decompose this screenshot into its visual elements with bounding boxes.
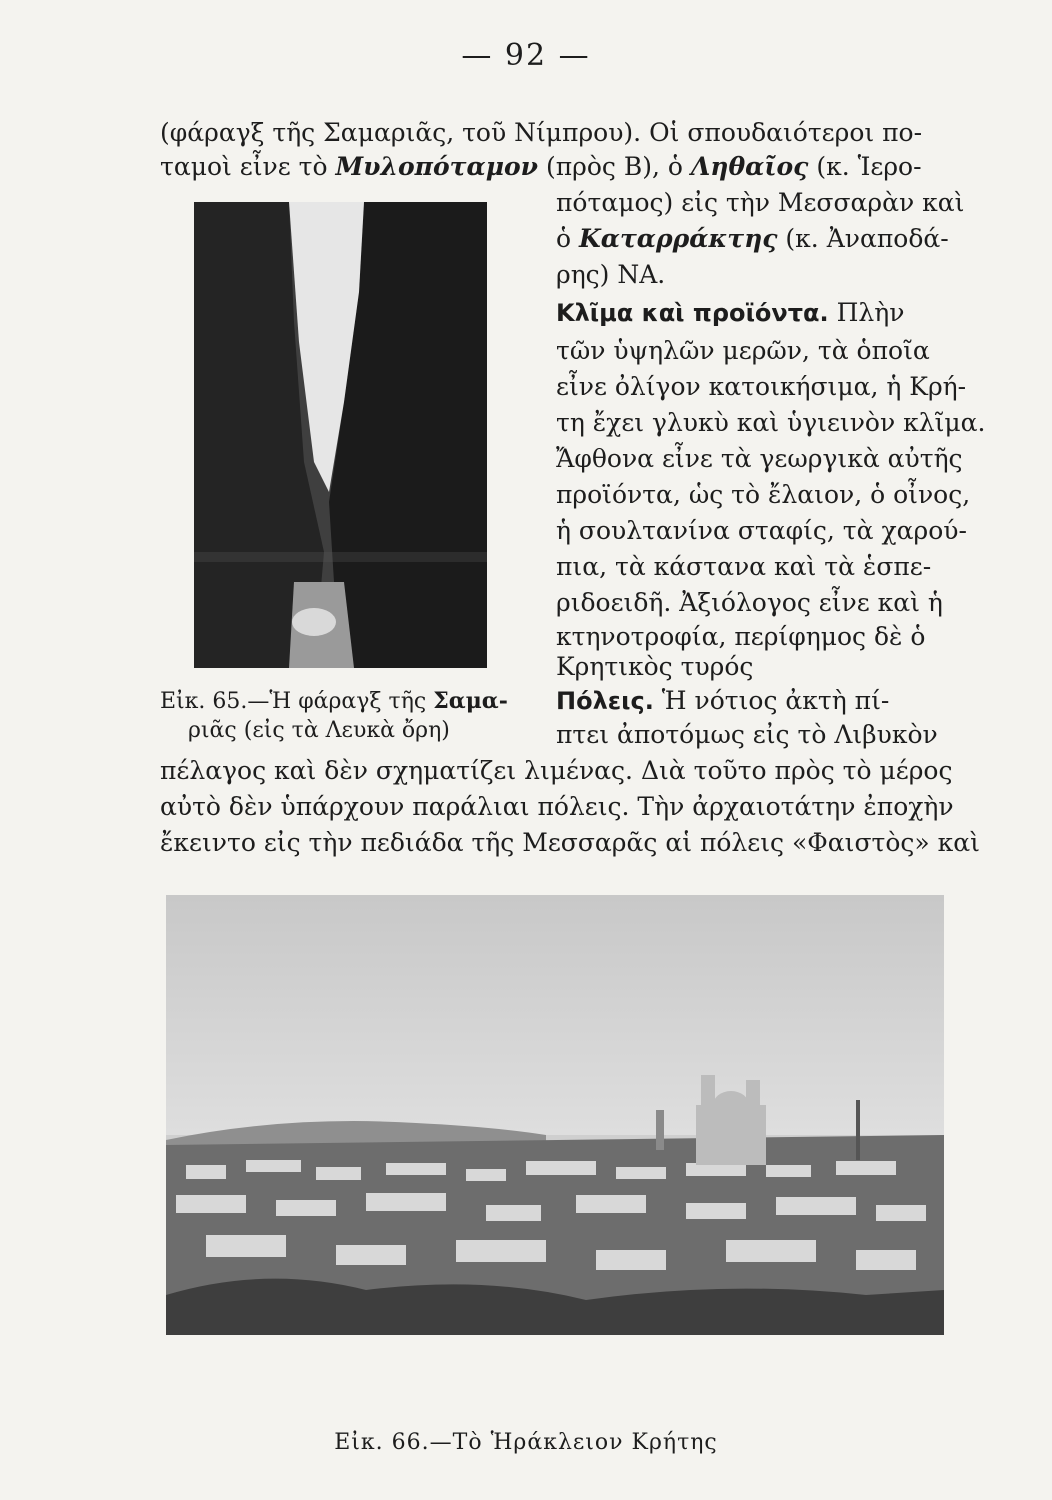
figure-caption: Εἰκ. 65.—Ἡ φάραγξ τῆς Σαμα- — [160, 688, 508, 714]
text-line: ὁ Καταρράκτης (κ. Ἀναποδά- — [556, 224, 949, 253]
section-heading: Πόλεις. — [556, 687, 654, 715]
section-heading-line: Κλῖμα καὶ προϊόντα. Πλὴν — [556, 298, 905, 327]
text-line: ἡ σουλτανίνα σταφίς, τὰ χαρού- — [556, 516, 967, 545]
section-heading: Κλῖμα καὶ προϊόντα. — [556, 299, 829, 327]
text-line: πτει ἀποτόμως εἰς τὸ Λιβυκὸν — [556, 720, 938, 749]
section-heading-line: Πόλεις. Ἡ νότιος ἀκτὴ πί- — [556, 686, 890, 715]
text-line: αὐτὸ δὲν ὑπάρχουν παράλιαι πόλεις. Τὴν ἀρχαιοτάτην ἐποχὴν — [160, 792, 954, 821]
text-line: ριδοειδῆ. Ἀξιόλογος εἶνε καὶ ἡ — [556, 588, 943, 617]
text-line: εἶνε ὀλίγον κατοικήσιμα, ἡ Κρή- — [556, 372, 967, 401]
river-name: Μυλοπόταμον — [335, 152, 539, 181]
river-name: Καταρράκτης — [579, 224, 778, 253]
text-line: Κρητικὸς τυρός — [556, 652, 754, 681]
text-line: τῶν ὑψηλῶν μερῶν, τὰ ὁποῖα — [556, 336, 930, 365]
figure-caption: ριᾶς (εἰς τὰ Λευκὰ ὄρη) — [188, 718, 450, 743]
text-line: ρης) ΝΑ. — [556, 260, 666, 289]
text-line: ταμοὶ εἶνε τὸ Μυλοπόταμον (πρὸς Β), ὁ Ληθαῖος (κ. Ἱερο- — [160, 152, 922, 181]
text-line: κτηνοτροφία, περίφημος δὲ ὁ — [556, 622, 926, 651]
text-line: τη ἔχει γλυκὺ καὶ ὑγιεινὸν κλῖμα. — [556, 408, 986, 437]
text-line: πέλαγος καὶ δὲν σχηματίζει λιμένας. Διὰ τοῦτο πρὸς τὸ μέρος — [160, 756, 953, 785]
text-line: πια, τὰ κάστανα καὶ τὰ ἑσπε- — [556, 552, 932, 581]
river-name: Ληθαῖος — [690, 152, 809, 181]
heraklion-photo — [166, 895, 944, 1335]
text-line: Ἄφθονα εἶνε τὰ γεωργικὰ αὐτῆς — [556, 444, 963, 473]
page-number: — 92 — — [461, 38, 591, 73]
text-line: ἔκειντο εἰς τὴν πεδιάδα τῆς Μεσσαρᾶς αἱ πόλεις «Φαιστὸς» καὶ — [160, 828, 980, 857]
text-line: (φάραγξ τῆς Σαμαριᾶς, τοῦ Νίμπρου). Οἱ σπουδαιότεροι πο- — [160, 118, 923, 147]
text-line: πόταμος) εἰς τὴν Μεσσαρὰν καὶ — [556, 188, 965, 217]
text-line: προϊόντα, ὡς τὸ ἔλαιον, ὁ οἶνος, — [556, 480, 971, 509]
figure-caption: Εἰκ. 66.—Τὸ Ἡράκλειον Κρήτης — [334, 1430, 718, 1455]
samaria-gorge-photo — [194, 202, 487, 668]
